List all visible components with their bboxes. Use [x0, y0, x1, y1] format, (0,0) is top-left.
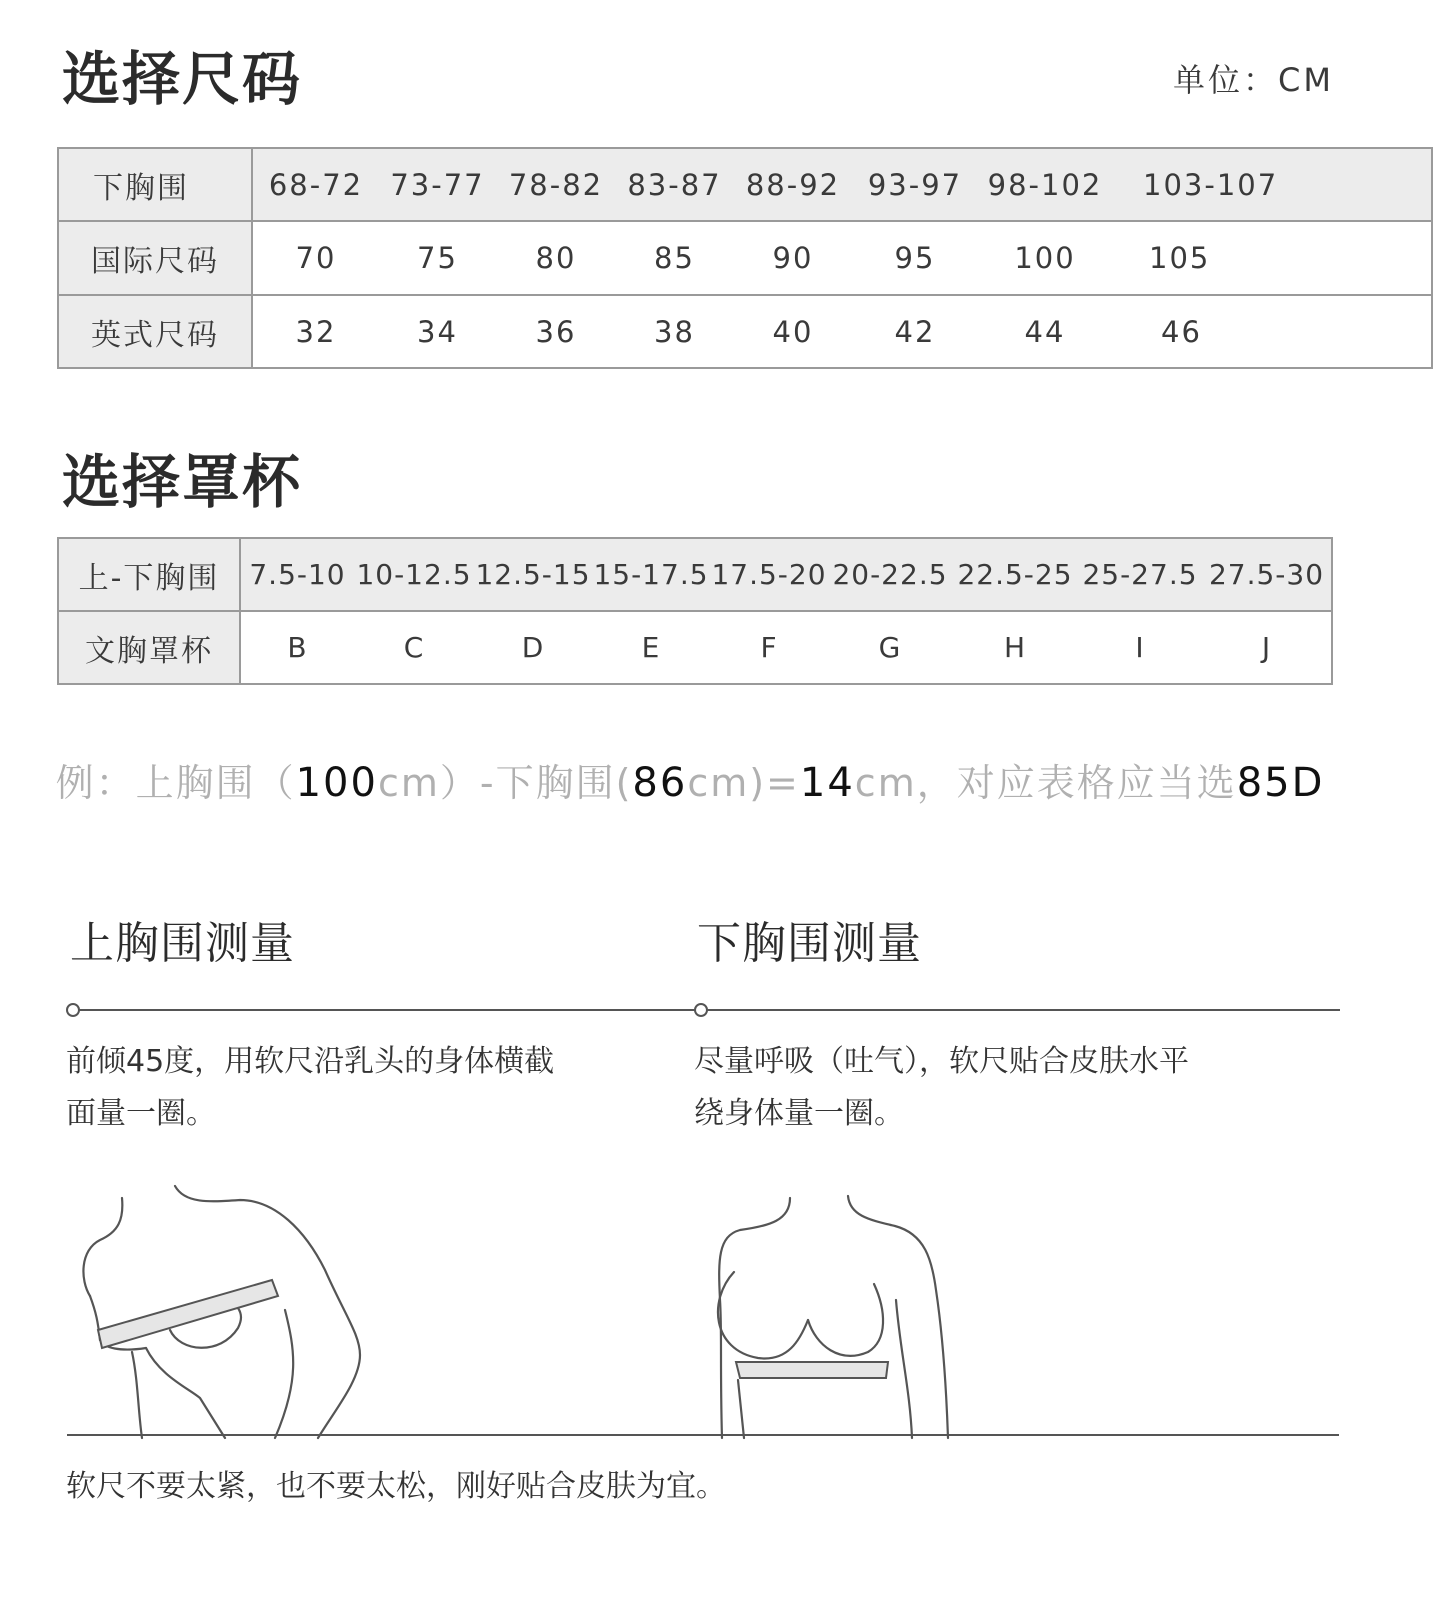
timeline-dot: [695, 1004, 707, 1016]
under-desc-line: 尽量呼吸（吐气），软尺贴合皮肤水平: [694, 1044, 1189, 1079]
upper-bust-illustration: [60, 1180, 390, 1440]
tape-tip-note: 软尺不要太紧，也不要太松，刚好贴合皮肤为宜。: [66, 1469, 726, 1504]
size-row-british: [58, 295, 1432, 368]
size-cell: 100: [977, 221, 1113, 295]
size-row-underbust: [58, 148, 1432, 221]
size-cell: 95: [853, 221, 977, 295]
cup-cell: F: [710, 611, 828, 684]
torso-outline: [146, 1348, 225, 1438]
cup-cell: 12.5-15: [474, 538, 592, 611]
size-cell: 88-92: [733, 148, 853, 221]
cup-row-cup: [58, 611, 1332, 684]
measuring-tape: [98, 1280, 278, 1348]
cup-cell: I: [1078, 611, 1202, 684]
torso-outline: [719, 1198, 790, 1438]
cup-cell: 20-22.5: [828, 538, 952, 611]
upper-desc-line: 前倾45度，用软尺沿乳头的身体横截: [66, 1044, 555, 1079]
cup-row-difference: [58, 538, 1332, 611]
torso-outline: [738, 1380, 744, 1438]
size-cell: 42: [853, 295, 977, 368]
example-formula: [0, 760, 1380, 806]
example-text: cm）-下胸围(: [377, 761, 633, 805]
cup-section-title: 选择罩杯: [62, 448, 303, 516]
under-desc-line: 绕身体量一圈。: [694, 1096, 904, 1131]
size-cell: 85: [616, 221, 733, 295]
timeline-dot: [67, 1004, 79, 1016]
cup-cell: 25-27.5: [1078, 538, 1202, 611]
row-header-international: 国际尺码: [58, 221, 252, 295]
example-value-under: 86: [632, 760, 688, 806]
divider: [67, 1434, 1339, 1436]
cup-cell: 7.5-10: [240, 538, 354, 611]
cup-cell: C: [354, 611, 474, 684]
cup-cell: D: [474, 611, 592, 684]
size-cell: 83-87: [616, 148, 733, 221]
size-table: [57, 147, 1433, 369]
unit-label: 单位：CM: [1173, 61, 1334, 99]
size-row-international: [58, 221, 1432, 295]
row-header-cup: 文胸罩杯: [58, 611, 240, 684]
torso-outline: [83, 1198, 122, 1296]
size-section-title: 选择尺码: [62, 45, 303, 113]
cup-table: [57, 537, 1333, 685]
size-cell: 78-82: [496, 148, 616, 221]
size-cell: 98-102: [977, 148, 1113, 221]
cup-cell: G: [828, 611, 952, 684]
size-cell: 40: [733, 295, 853, 368]
size-cell: 75: [379, 221, 496, 295]
size-cell: 46: [1113, 295, 1432, 368]
size-cell: 90: [733, 221, 853, 295]
cup-cell: H: [952, 611, 1078, 684]
row-header-difference: 上-下胸围: [58, 538, 240, 611]
under-bust-title: 下胸围测量: [697, 918, 922, 969]
size-cell: 36: [496, 295, 616, 368]
breast-outline: [718, 1272, 808, 1358]
measuring-tape: [736, 1362, 888, 1378]
size-cell: 38: [616, 295, 733, 368]
size-cell: 105: [1113, 221, 1432, 295]
size-cell: 70: [252, 221, 379, 295]
upper-desc-line: 面量一圈。: [66, 1096, 216, 1131]
cup-cell: 22.5-25: [952, 538, 1078, 611]
example-text: cm)=: [687, 761, 800, 805]
upper-bust-title: 上胸围测量: [70, 918, 295, 969]
size-cell: 103-107: [1113, 148, 1432, 221]
measure-timeline: [0, 995, 1440, 1025]
torso-outline: [132, 1352, 142, 1438]
cup-cell: 17.5-20: [710, 538, 828, 611]
under-bust-description: [694, 1036, 1334, 1140]
example-value-upper: 100: [295, 760, 378, 806]
breast-outline: [808, 1284, 883, 1356]
cup-cell: 15-17.5: [592, 538, 710, 611]
size-cell: 68-72: [252, 148, 379, 221]
cup-cell: 27.5-30: [1202, 538, 1332, 611]
upper-bust-description: [66, 1036, 666, 1140]
arm-outline: [896, 1300, 912, 1438]
row-header-british: 英式尺码: [58, 295, 252, 368]
cup-cell: 10-12.5: [354, 538, 474, 611]
size-cell: 44: [977, 295, 1113, 368]
cup-cell: J: [1202, 611, 1332, 684]
size-cell: 32: [252, 295, 379, 368]
example-text: cm，对应表格应当选: [854, 761, 1237, 805]
torso-outline: [275, 1310, 293, 1438]
example-value-diff: 14: [799, 760, 855, 806]
size-cell: 93-97: [853, 148, 977, 221]
size-cell: 80: [496, 221, 616, 295]
example-value-result: 85D: [1236, 760, 1325, 806]
row-header-underbust: 下胸围: [58, 148, 252, 221]
size-cell: 73-77: [379, 148, 496, 221]
example-text: 例：上胸围（: [55, 761, 296, 805]
cup-cell: E: [592, 611, 710, 684]
cup-cell: B: [240, 611, 354, 684]
size-cell: 34: [379, 295, 496, 368]
under-bust-illustration: [700, 1180, 980, 1440]
